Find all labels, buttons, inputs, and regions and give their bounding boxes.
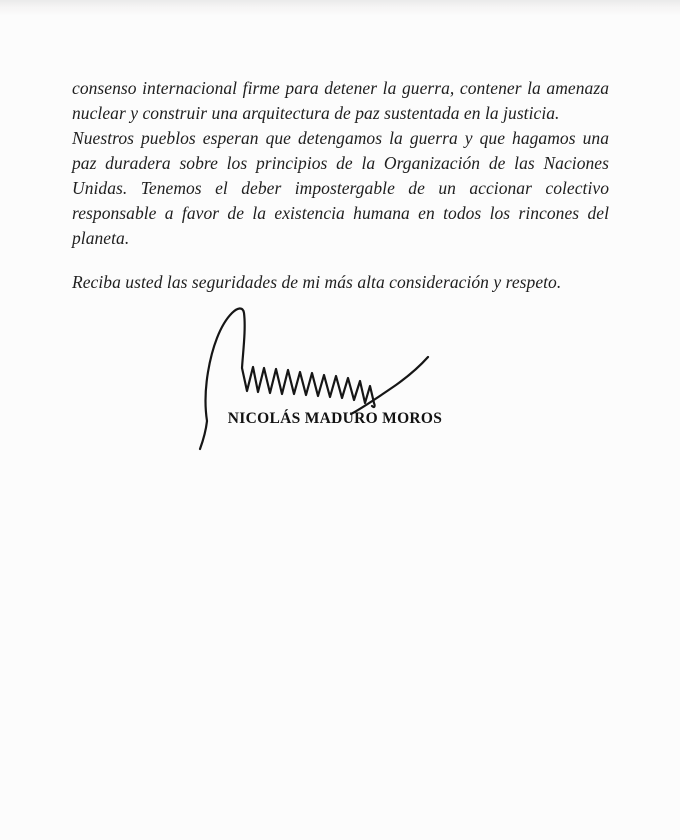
letter-line: planeta. xyxy=(72,228,130,248)
letter-line: nuclear y construir una arquitectura de paz sustentada en la justicia. xyxy=(72,103,560,123)
signatory-name: NICOLÁS MADURO MOROS xyxy=(227,410,443,427)
letter-line: paz duradera sobre los principios de la Organización de las Naciones xyxy=(72,153,609,173)
letter-line: Nuestros pueblos esperan que detengamos la guerra y que hagamos una xyxy=(72,128,609,148)
signature-main-stroke xyxy=(200,308,375,449)
letter-line: consenso internacional firme para detener la guerra, contener la amenaza xyxy=(72,78,609,98)
paragraph-continuation xyxy=(72,76,609,126)
signature-flourish-stroke xyxy=(351,357,428,414)
letter-line: responsable a favor de la existencia humana en todos los rincones del xyxy=(72,203,609,223)
letter-line: Unidas. Tenemos el deber impostergable de un accionar colectivo xyxy=(72,178,609,198)
paragraph-valediction xyxy=(72,270,609,295)
letter-body xyxy=(72,76,609,295)
handwritten-signature xyxy=(190,300,435,455)
paragraph-body xyxy=(72,126,609,251)
letter-line: Reciba usted las seguridades de mi más alta consideración y respeto. xyxy=(72,272,562,292)
page-top-edge-shade xyxy=(0,0,680,16)
